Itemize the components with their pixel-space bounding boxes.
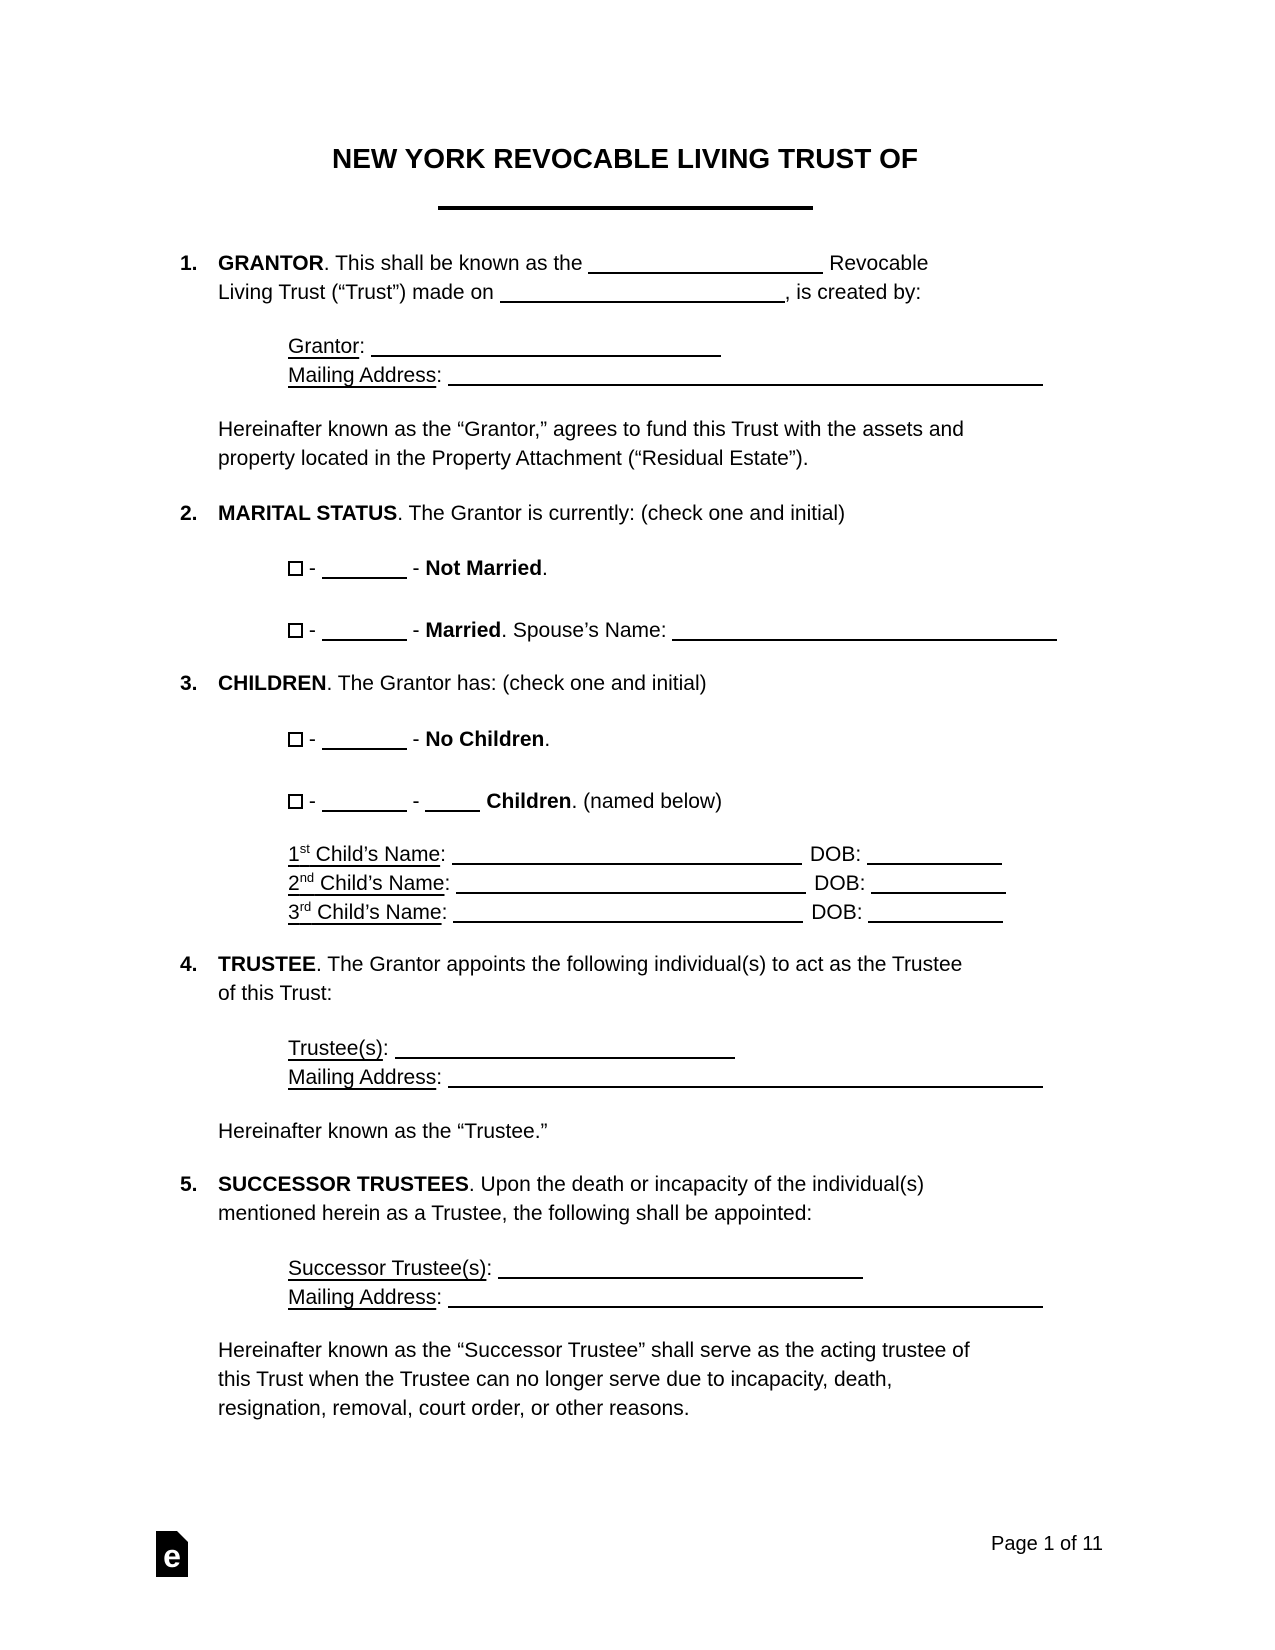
trustee-address-blank[interactable] <box>448 1083 1043 1088</box>
child-3-dob-blank[interactable] <box>868 918 1003 923</box>
eforms-logo <box>156 1531 188 1577</box>
married-row: - - Married. Spouse’s Name: <box>288 616 1070 645</box>
trustee-hereinafter: Hereinafter known as the “Trustee.” <box>218 1120 548 1143</box>
child-2-dob-blank[interactable] <box>871 889 1006 894</box>
successor-name-blank[interactable] <box>498 1274 863 1279</box>
trustee-name-blank[interactable] <box>395 1054 735 1059</box>
trustee-address-row: Mailing Address: <box>288 1063 1070 1092</box>
child-1-name-label: 1st Child’s Name <box>288 841 441 866</box>
page-title: NEW YORK REVOCABLE LIVING TRUST OF <box>332 143 918 174</box>
no-children-initials-blank[interactable] <box>322 745 407 750</box>
checkbox-not-married[interactable] <box>288 561 303 576</box>
section-number: 4. <box>180 953 198 976</box>
section-marital-status <box>180 499 1070 645</box>
grantor-intro: GRANTOR. This shall be known as the Revocable Living Trust (“Trust”) made on , is created by: <box>218 252 929 304</box>
successor-address-blank[interactable] <box>448 1303 1043 1308</box>
trustee-fields <box>288 1034 1070 1092</box>
successor-fields <box>288 1254 1070 1312</box>
children-list <box>288 840 1070 927</box>
child-3-name-label: 3rd Child’s Name <box>288 899 442 924</box>
checkbox-has-children[interactable] <box>288 794 303 809</box>
trustee-address-label: Mailing Address <box>288 1066 437 1089</box>
successor-address-row: Mailing Address: <box>288 1283 1070 1312</box>
grantor-name-row: Grantor: <box>288 332 1070 361</box>
successor-trustees-heading: SUCCESSOR TRUSTEES <box>218 1173 469 1196</box>
grantor-address-row: Mailing Address: <box>288 361 1070 390</box>
children-intro: CHILDREN. The Grantor has: (check one and initial) <box>218 672 707 695</box>
not-married-row: - - Not Married. <box>288 554 1070 583</box>
trustee-heading: TRUSTEE <box>218 953 317 976</box>
trustee-intro: TRUSTEE. The Grantor appoints the following individual(s) to act as the Trustee of this Trust: <box>218 953 963 1005</box>
grantor-name-label: Grantor <box>288 335 360 358</box>
section-grantor <box>180 249 1070 473</box>
section-number: 5. <box>180 1173 198 1196</box>
checkbox-no-children[interactable] <box>288 732 303 747</box>
trust-name-blank[interactable] <box>588 269 823 274</box>
child-1-row: 1st Child’s Name: DOB: <box>288 840 1070 869</box>
no-children-row: - - No Children. <box>288 725 1070 754</box>
child-2-name-blank[interactable] <box>456 889 806 894</box>
trust-date-blank[interactable] <box>500 298 785 303</box>
section-children <box>180 669 1070 927</box>
section-successor-trustees <box>180 1170 1070 1423</box>
section-number: 2. <box>180 502 198 525</box>
child-2-row: 2nd Child’s Name: DOB: <box>288 869 1070 898</box>
married-initials-blank[interactable] <box>322 636 407 641</box>
trustee-name-label: Trustee(s) <box>288 1037 383 1060</box>
trustee-name-row: Trustee(s): <box>288 1034 1070 1063</box>
child-2-name-label: 2nd Child’s Name <box>288 870 445 895</box>
spouse-name-blank[interactable] <box>672 636 1057 641</box>
grantor-fund-paragraph: Hereinafter known as the “Grantor,” agrees to fund this Trust with the assets and property located in the Property Attachment (“Residual Estate”). <box>218 418 964 470</box>
children-heading: CHILDREN <box>218 672 327 695</box>
successor-name-label: Successor Trustee(s) <box>288 1257 487 1280</box>
section-number: 1. <box>180 252 198 275</box>
married-label: Married <box>425 619 502 642</box>
child-1-dob-label: DOB <box>809 843 856 866</box>
child-2-dob-label: DOB <box>814 872 860 895</box>
section-trustee <box>180 950 1070 1146</box>
trust-name-underline[interactable] <box>438 206 813 210</box>
successor-hereinafter: Hereinafter known as the “Successor Trustee” shall serve as the acting trustee of this Trust when the Trustee can no longer serve due to incapacity, death, resignation, removal, court order, or other reasons. <box>218 1339 970 1420</box>
has-children-row: - - Children. (named below) <box>288 787 1070 816</box>
successor-address-label: Mailing Address <box>288 1286 437 1309</box>
has-children-initials-blank[interactable] <box>322 807 407 812</box>
child-1-name-blank[interactable] <box>452 860 802 865</box>
marital-status-heading: MARITAL STATUS <box>218 502 398 525</box>
grantor-fields <box>288 332 1070 390</box>
section-number: 3. <box>180 672 198 695</box>
grantor-address-label: Mailing Address <box>288 364 437 387</box>
successor-name-row: Successor Trustee(s): <box>288 1254 1070 1283</box>
successor-intro: SUCCESSOR TRUSTEES. Upon the death or incapacity of the individual(s) mentioned herein as a Trustee, the following shall be appointed: <box>218 1173 925 1225</box>
child-3-name-blank[interactable] <box>453 918 803 923</box>
child-1-dob-blank[interactable] <box>867 860 1002 865</box>
children-label: Children <box>486 790 572 813</box>
not-married-label: Not Married <box>425 557 543 580</box>
not-married-initials-blank[interactable] <box>322 574 407 579</box>
page-number: Page 1 of 11 <box>991 1533 1103 1555</box>
no-children-label: No Children <box>425 728 545 751</box>
children-count-blank[interactable] <box>425 807 480 812</box>
checkbox-married[interactable] <box>288 623 303 638</box>
marital-status-intro: MARITAL STATUS. The Grantor is currently: (check one and initial) <box>218 502 846 525</box>
grantor-heading: GRANTOR <box>218 252 324 275</box>
eforms-logo-letter: e <box>163 1538 181 1574</box>
child-3-dob-label: DOB <box>811 901 857 924</box>
grantor-address-blank[interactable] <box>448 381 1043 386</box>
child-3-row: 3rd Child’s Name: DOB: <box>288 898 1070 927</box>
grantor-name-blank[interactable] <box>371 352 721 357</box>
